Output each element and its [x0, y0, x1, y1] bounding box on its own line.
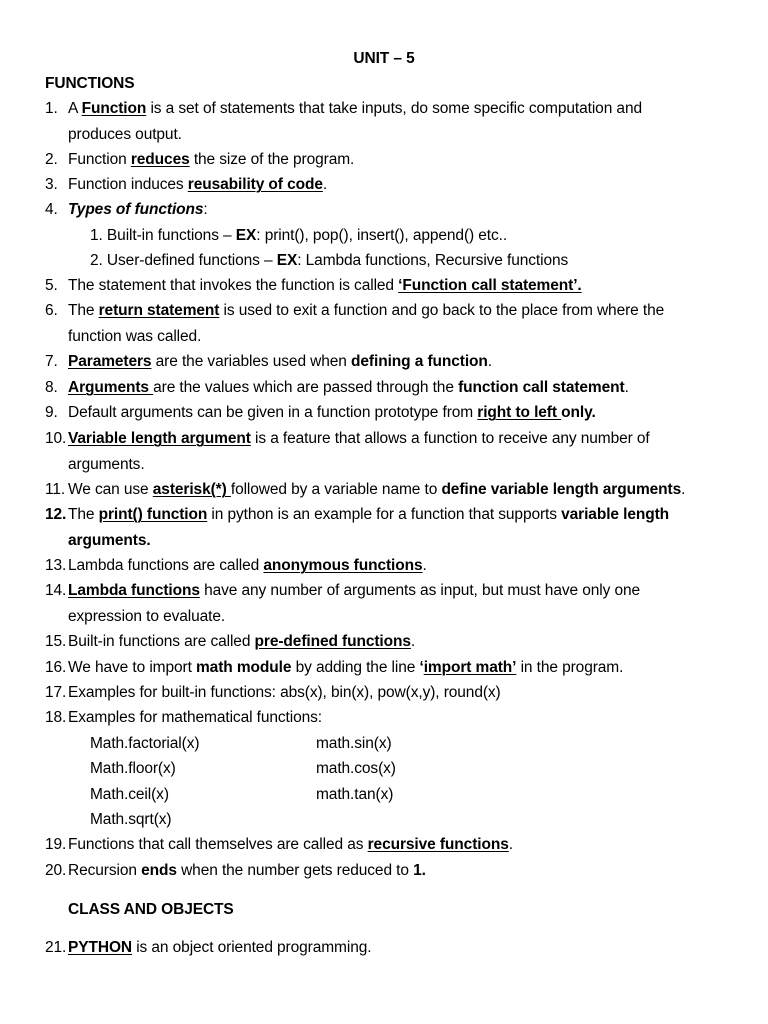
- item-number: 19.: [45, 836, 67, 853]
- item-number: 20.: [45, 862, 67, 879]
- item-number: 2.: [45, 151, 58, 168]
- item-text: Lambda functions are called anonymous functions.: [68, 557, 427, 574]
- item-text: Examples for mathematical functions:: [68, 709, 322, 726]
- item-number: 9.: [45, 404, 58, 421]
- sub-item-built-in: 1. Built-in functions – EX: print(), pop(), insert(), append() etc..: [90, 227, 508, 244]
- item-number: 21.: [45, 939, 67, 956]
- item-number: 18.: [45, 709, 67, 726]
- item-text: Default arguments can be given in a function prototype from right to left only.: [68, 404, 596, 421]
- item-text: A Function is a set of statements that take inputs, do some specific computation and produces output.: [68, 100, 642, 143]
- item-text: Functions that call themselves are called as recursive functions.: [68, 836, 513, 853]
- item-text: Function induces reusability of code.: [68, 176, 328, 193]
- item-text: PYTHON is an object oriented programming.: [68, 939, 372, 956]
- section-heading-functions: FUNCTIONS: [45, 75, 135, 92]
- item-number: 15.: [45, 633, 67, 650]
- item-number: 14.: [45, 582, 67, 599]
- math-function-left: Math.ceil(x): [90, 786, 169, 803]
- item-text: The statement that invokes the function is called ‘Function call statement’.: [68, 277, 582, 294]
- item-text: We have to import math module by adding the line ‘import math’ in the program.: [68, 659, 624, 676]
- item-number: 17.: [45, 684, 67, 701]
- item-number: 3.: [45, 176, 58, 193]
- sub-item-user-defined: 2. User-defined functions – EX: Lambda functions, Recursive functions: [90, 252, 569, 269]
- item-text: Types of functions:: [68, 201, 208, 218]
- item-number: 12.: [45, 506, 67, 523]
- item-number: 16.: [45, 659, 67, 676]
- item-number: 10.: [45, 430, 67, 447]
- math-function-left: Math.sqrt(x): [90, 811, 172, 828]
- item-text: Variable length argument is a feature that allows a function to receive any number of arguments.: [68, 430, 650, 473]
- page-title: UNIT – 5: [353, 50, 415, 67]
- item-number: 13.: [45, 557, 67, 574]
- item-text: The print() function in python is an example for a function that supports variable length arguments.: [68, 506, 670, 549]
- item-number: 7.: [45, 353, 58, 370]
- item-number: 4.: [45, 201, 58, 218]
- item-number: 11.: [45, 481, 66, 498]
- section-heading-class-and-objects: CLASS AND OBJECTS: [68, 901, 234, 918]
- item-number: 1.: [45, 100, 58, 117]
- item-number: 5.: [45, 277, 58, 294]
- math-function-left: Math.floor(x): [90, 760, 176, 777]
- item-text: We can use asterisk(*) followed by a variable name to define variable length arguments.: [68, 481, 686, 498]
- item-text: Examples for built-in functions: abs(x), bin(x), pow(x,y), round(x): [68, 684, 501, 701]
- item-number: 8.: [45, 379, 58, 396]
- item-text: Built-in functions are called pre-defined functions.: [68, 633, 416, 650]
- item-text: Lambda functions have any number of arguments as input, but must have only one expression to evaluate.: [68, 582, 641, 625]
- item-text: Parameters are the variables used when defining a function.: [68, 353, 492, 370]
- math-function-right: math.cos(x): [316, 760, 396, 777]
- math-function-right: math.sin(x): [316, 735, 392, 752]
- item-text: Function reduces the size of the program.: [68, 151, 355, 168]
- item-text: The return statement is used to exit a function and go back to the place from where the function was called.: [68, 302, 665, 345]
- item-number: 6.: [45, 302, 58, 319]
- item-text: Arguments are the values which are passed through the function call statement.: [68, 379, 629, 396]
- math-function-right: math.tan(x): [316, 786, 394, 803]
- math-function-left: Math.factorial(x): [90, 735, 200, 752]
- list-item-1: [45, 96, 725, 148]
- item-text: Recursion ends when the number gets reduced to 1.: [68, 862, 426, 879]
